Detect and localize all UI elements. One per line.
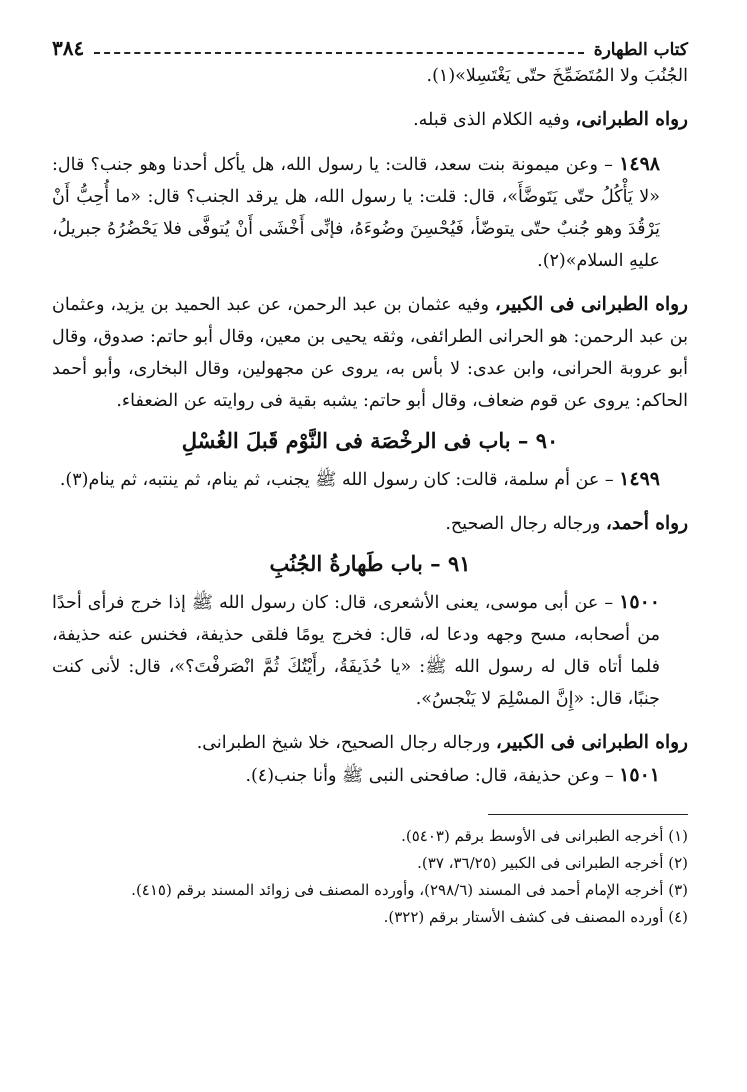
narrator-note: رواه الطبرانى،	[575, 109, 688, 130]
note-text: وفيه عثمان بن عبد الرحمن، عن عبد الحميد بن يزيد، وعثمان بن عبد الرحمن: هو الحرانى الطرائفى، وثقه يحيى بن معين، وقال أبو حاتم: صدوق، وقال أبو عروبة الحرانى، وابن عدى: لا بأس به، يروى عن مجهولين، وقال البخارى، وأبو أحمد الحاكم: يروى عن قوم ضعاف، وقال أبو حاتم: يشبه بقية فى روايته عن الضعفاء.	[52, 295, 688, 411]
note-text: ورجاله رجال الصحيح، خلا شيخ الطبرانى.	[196, 733, 496, 753]
hadith-text: – عن أم سلمة، قالت: كان رسول الله ﷺ يجنب، ثم ينام، ثم ينتبه، ثم ينام(٣).	[59, 470, 620, 490]
paragraph-0-text: الجُنُبَ ولا المُتَضَمِّخَ حتّى يَغْتَسِلا»(١).	[426, 66, 688, 86]
hadith-number: ١٤٩٨	[619, 153, 660, 175]
narrator-note: رواه الطبرانى فى الكبير،	[494, 294, 688, 315]
hadith-1498	[52, 148, 688, 277]
hadith-1501	[52, 759, 688, 792]
chapter-heading-90: ٩٠ – باب فى الرخْصَة فى النَّوْم قَبلَ الغُسْلِ	[181, 428, 559, 453]
footnote-4: (٤) أورده المصنف فى كشف الأستار برقم (٣٢٢).	[383, 908, 688, 926]
chapter-heading-91: ٩١ – باب طَهارةُ الجُنُبِ	[269, 551, 471, 576]
hadith-text: – وعن ميمونة بنت سعد، قالت: يا رسول الله، هل يأكل أحدنا وهو جنب؟ قال: «لا يَأْكُلُ حتّى يَتَوضَّأَ»، قال: قلت: يا رسول الله، هل يرقد الجنب؟ قال: «ما أُحِبُّ أَنْ يَرْقُدَ وهو جُنبٌ حتّى يتوضّأ، فَيُحْسِنَ وضُوءَهُ، فإنِّى أَخْشَى أَنْ يُتوفَّى فلا يَحْضُرُهُ جبريلُ، عليهِ السلام»(٢).	[52, 155, 660, 271]
book-title: كتاب الطهارة	[593, 40, 688, 60]
footnotes	[52, 823, 688, 931]
hadith-1499	[52, 463, 688, 496]
hadith-1500	[52, 586, 688, 715]
paragraph-3	[52, 289, 688, 417]
footnote-1: (١) أخرجه الطبرانى فى الأوسط برقم (٥٤٠٣).	[401, 827, 688, 845]
hadith-number: ١٥٠٠	[619, 591, 660, 613]
footnote-2: (٢) أخرجه الطبرانى فى الكبير (٣٦/٢٥، ٣٧).	[417, 854, 688, 872]
paragraph-7	[52, 727, 688, 759]
narrator-note: رواه أحمد،	[605, 513, 688, 534]
page-number: ٣٨٤	[52, 36, 85, 60]
note-text: ورجاله رجال الصحيح.	[445, 514, 606, 534]
footnote-separator	[488, 814, 688, 815]
paragraph-5	[52, 508, 688, 540]
note-text: وفيه الكلام الذى قبله.	[413, 110, 576, 130]
paragraph-0	[52, 60, 688, 92]
paragraph-1	[52, 104, 688, 136]
header-rule	[94, 52, 583, 54]
footnote-3: (٣) أخرجه الإمام أحمد فى المسند (٢٩٨/٦)، وأورده المصنف فى زوائد المسند برقم (٤١٥).	[131, 881, 688, 899]
narrator-note: رواه الطبرانى فى الكبير،	[495, 732, 688, 753]
hadith-text: – وعن حذيفة، قال: صافحنى النبى ﷺ وأنا جنب(٤).	[245, 766, 620, 786]
hadith-text: – عن أبى موسى، يعنى الأشعرى، قال: كان رسول الله ﷺ إذا خرج فرأى أحدًا من أصحابه، مسح وجهه ودعا له، قال: فخرج يومًا فلقى حذيفة، فخنس عنه حذيفة، فلما أتاه قال له رسول الله ﷺ: «يا حُذَيفَةُ، رأَيْتُكَ ثُمَّ انْصَرفْتَ؟»، قال: لأنى كنت جنبًا، قال: «إِنَّ المسْلِمَ لا يَنْجسُ».	[52, 593, 660, 709]
hadith-number: ١٥٠١	[619, 764, 660, 786]
page-header	[52, 30, 688, 60]
page	[52, 30, 688, 931]
hadith-number: ١٤٩٩	[619, 468, 660, 490]
